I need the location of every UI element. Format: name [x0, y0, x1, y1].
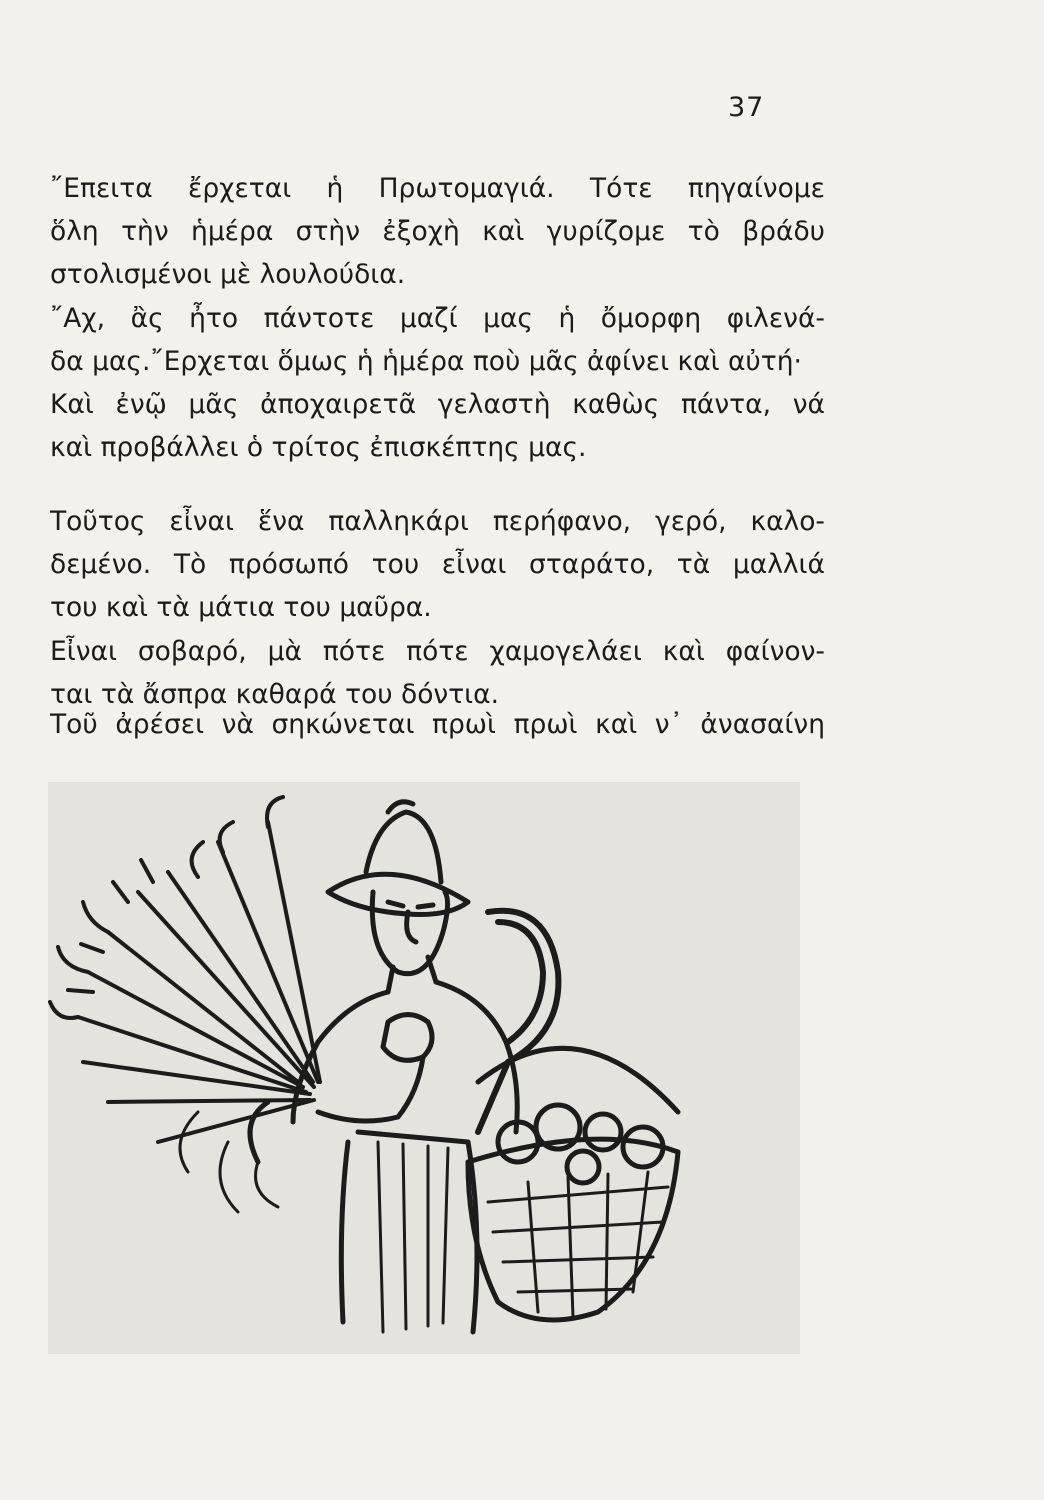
text-line: Καὶ ἐνῷ μᾶς ἀποχαιρετᾶ γελαστὴ καθὼς πάντα, νά	[50, 389, 825, 420]
harvester-illustration	[48, 782, 800, 1354]
text-line: δα μας.῎Ερχεται ὅμως ἡ ἡμέρα ποὺ μᾶς ἀφίνει καὶ αὐτή·	[50, 346, 802, 377]
text-line: Τοῦ ἀρέσει νὰ σηκώνεται πρωὶ πρωὶ καὶ ν᾿ ἀνασαίνη	[50, 709, 825, 740]
paragraph-3	[50, 500, 825, 629]
text-line: ται τὰ ἄσπρα καθαρά του δόντια.	[50, 679, 500, 710]
text-line: δεμένο. Τὸ πρόσωπό του εἶναι σταράτο, τὰ μαλλιά	[50, 549, 825, 580]
text-line: ῎Επειτα ἔρχεται ἡ Πρωτομαγιά. Τότε πηγαίνομε	[50, 173, 825, 204]
text-line: στολισμένοι μὲ λουλούδια.	[50, 259, 406, 290]
text-line: Εἶναι σοβαρό, μὰ πότε πότε χαμογελάει καὶ φαίνον-	[50, 636, 825, 667]
wheat-sheaf-drawing	[50, 797, 320, 1212]
paragraph-1	[50, 167, 825, 296]
text-line: Τοῦτος εἶναι ἕνα παλληκάρι περήφανο, γερό, καλο-	[50, 506, 825, 537]
paragraph-2	[50, 297, 825, 469]
text-line: ῎Αχ, ἂς ἦτο πάντοτε μαζί μας ἡ ὄμορφη φιλενά-	[50, 303, 825, 334]
page-number: 37	[728, 92, 765, 123]
paragraph-5	[50, 703, 825, 746]
text-line: ὅλη τὴν ἡμέρα στὴν ἐξοχὴ καὶ γυρίζομε τὸ βράδυ	[50, 216, 825, 247]
text-line: του καὶ τὰ μάτια του μαῦρα.	[50, 592, 432, 623]
text-line: καὶ προβάλλει ὁ τρίτος ἐπισκέπτης μας.	[50, 432, 587, 463]
